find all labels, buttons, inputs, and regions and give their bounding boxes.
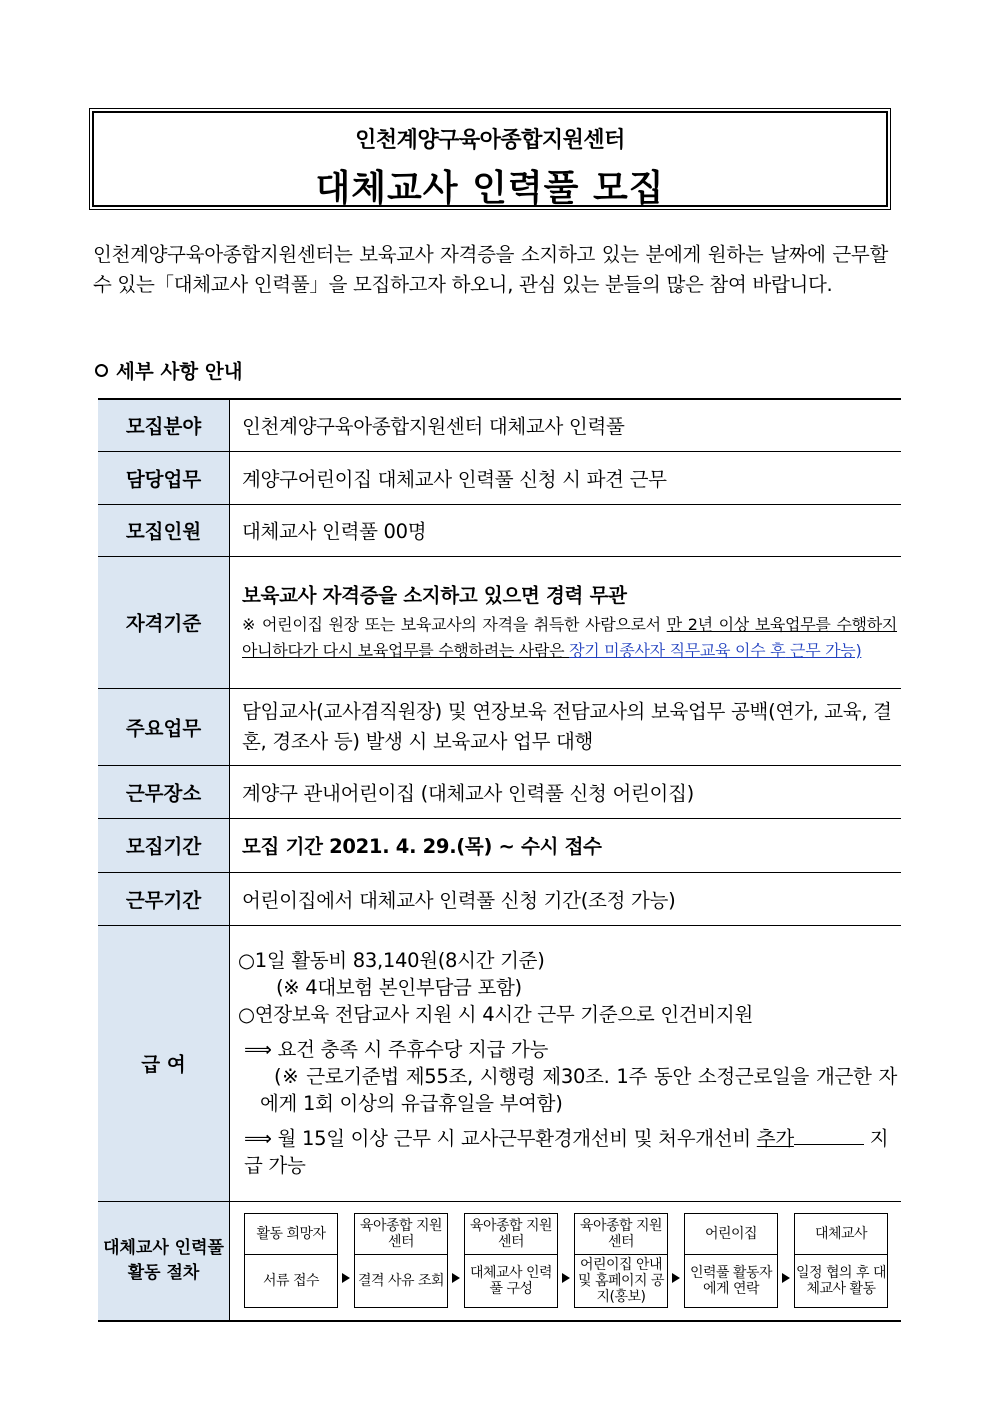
row-label: 담당업무 (98, 451, 230, 504)
step-action: 대체교사 인력풀 구성 (464, 1254, 558, 1308)
row-label: 자격기준 (98, 556, 230, 688)
step-actor: 육아종합 지원센터 (574, 1213, 668, 1254)
arrow-right-icon (452, 1273, 460, 1283)
pay-line-6-end: 지급 가능 (244, 1127, 889, 1177)
pay-line-3: ○연장보육 전담교사 지원 시 4시간 근무 기준으로 인건비지원 (238, 1003, 753, 1026)
step-actor: 어린이집 (684, 1213, 778, 1254)
table-row (98, 556, 901, 688)
step-action: 어린이집 안내 및 홈페이지 공지(홍보) (574, 1254, 668, 1308)
step-actor: 육아종합 지원센터 (464, 1213, 558, 1254)
row-label: 모집분야 (98, 399, 230, 451)
process-step (684, 1213, 778, 1308)
row-value: 담임교사(교사겸직원장) 및 연장보육 전담교사의 보육업무 공백(연가, 교육, 결혼, 경조사 등) 발생 시 보육교사 업무 대행 (230, 688, 902, 765)
table-row (98, 872, 901, 925)
process-cell (230, 1201, 902, 1321)
step-actor: 활동 희망자 (244, 1213, 338, 1254)
arrow-right-icon (672, 1273, 680, 1283)
org-name: 인천계양구육아종합지원센터 (355, 128, 625, 153)
pay-line-6-text: ⟹ 월 15일 이상 근무 시 교사근무환경개선비 및 처우개선비 (244, 1127, 757, 1150)
step-action: 결격 사유 조회 (354, 1254, 448, 1308)
table-row (98, 504, 901, 556)
pay-line-2: (※ 4대보험 본인부담금 포함) (276, 976, 522, 999)
row-label: 주요업무 (98, 688, 230, 765)
row-value: 계양구어린이집 대체교사 인력풀 신청 시 파견 근무 (230, 451, 902, 504)
table-row (98, 1201, 901, 1321)
pay-line-1: ○1일 활동비 83,140원(8시간 기준) (238, 949, 545, 972)
row-value (230, 556, 902, 688)
process-step (574, 1213, 668, 1308)
row-value: 어린이집에서 대체교사 인력풀 신청 기간(조정 가능) (230, 872, 902, 925)
note-highlight: 장기 미종사자 직무교육 이수 후 (569, 641, 786, 660)
note-text: ※ 어린이집 원장 또는 보육교사의 자격을 취득한 사람으로서 (242, 615, 667, 634)
row-value (230, 925, 902, 1201)
pay-line-6 (238, 1125, 897, 1179)
step-action: 일정 협의 후 대체교사 활동 (794, 1254, 888, 1308)
title-box (92, 111, 888, 207)
row-value: 모집 기간 2021. 4. 29.(목) ~ 수시 접수 (230, 818, 902, 872)
intro-quoted: 「대체교사 인력풀」 (154, 273, 329, 296)
row-label: 근무장소 (98, 765, 230, 818)
circle-icon (95, 364, 108, 377)
step-actor: 대체교사 (794, 1213, 888, 1254)
process-step (244, 1213, 338, 1308)
qualification-main: 보육교사 자격증을 소지하고 있으면 경력 무관 (242, 584, 627, 607)
table-row (98, 399, 901, 451)
underline-blank (794, 1144, 864, 1145)
intro-paragraph (93, 240, 888, 300)
process-flow (244, 1213, 897, 1308)
qualification-note (242, 612, 897, 664)
step-action: 인력풀 활동자에게 연락 (684, 1254, 778, 1308)
row-value: 계양구 관내어린이집 (대체교사 인력풀 신청 어린이집) (230, 765, 902, 818)
intro-text-2: 을 모집하고자 하오니, 관심 있는 분들의 많은 참여 바랍니다. (328, 273, 833, 296)
table-row (98, 688, 901, 765)
note-end: 근무 가능) (785, 641, 862, 660)
row-label: 모집기간 (98, 818, 230, 872)
step-action: 서류 접수 (244, 1254, 338, 1308)
table-row (98, 818, 901, 872)
arrow-right-icon (342, 1273, 350, 1283)
arrow-right-icon (782, 1273, 790, 1283)
section-heading-text: 세부 사항 안내 (116, 360, 243, 383)
pay-line-4: ⟹ 요건 충족 시 주휴수당 지급 가능 (244, 1038, 549, 1061)
process-step (794, 1213, 888, 1308)
row-label: 급 여 (98, 925, 230, 1201)
row-label: 근무기간 (98, 872, 230, 925)
pay-line-6-underlined: 추가 (756, 1127, 794, 1150)
step-actor: 육아종합 지원센터 (354, 1213, 448, 1254)
table-row (98, 451, 901, 504)
arrow-right-icon (562, 1273, 570, 1283)
page-title: 대체교사 인력풀 모집 (315, 168, 665, 209)
section-heading (95, 356, 243, 384)
table-row (98, 925, 901, 1201)
intro-text-1: 인천계양구육아종합지원센터는 보육교사 자격증을 소지하고 있는 분에게 원하는 날짜에 근무할 수 있는 (93, 243, 888, 296)
row-value: 대체교사 인력풀 00명 (230, 504, 902, 556)
note-underlined: 만 2년 이상 보육업무를 수행하지 아니하다가 다시 보육업무를 수행하려는 사람은 (242, 615, 898, 660)
table-row (98, 765, 901, 818)
row-value: 인천계양구육아종합지원센터 대체교사 인력풀 (230, 399, 902, 451)
row-label: 대체교사 인력풀 활동 절차 (98, 1201, 230, 1321)
process-step (464, 1213, 558, 1308)
pay-line-5: (※ 근로기준법 제55조, 시행령 제30조. 1주 동안 소정근로일을 개근한 자에게 1회 이상의 유급휴일을 부여함) (260, 1065, 897, 1115)
process-step (354, 1213, 448, 1308)
row-label: 모집인원 (98, 504, 230, 556)
info-table (98, 398, 901, 1322)
